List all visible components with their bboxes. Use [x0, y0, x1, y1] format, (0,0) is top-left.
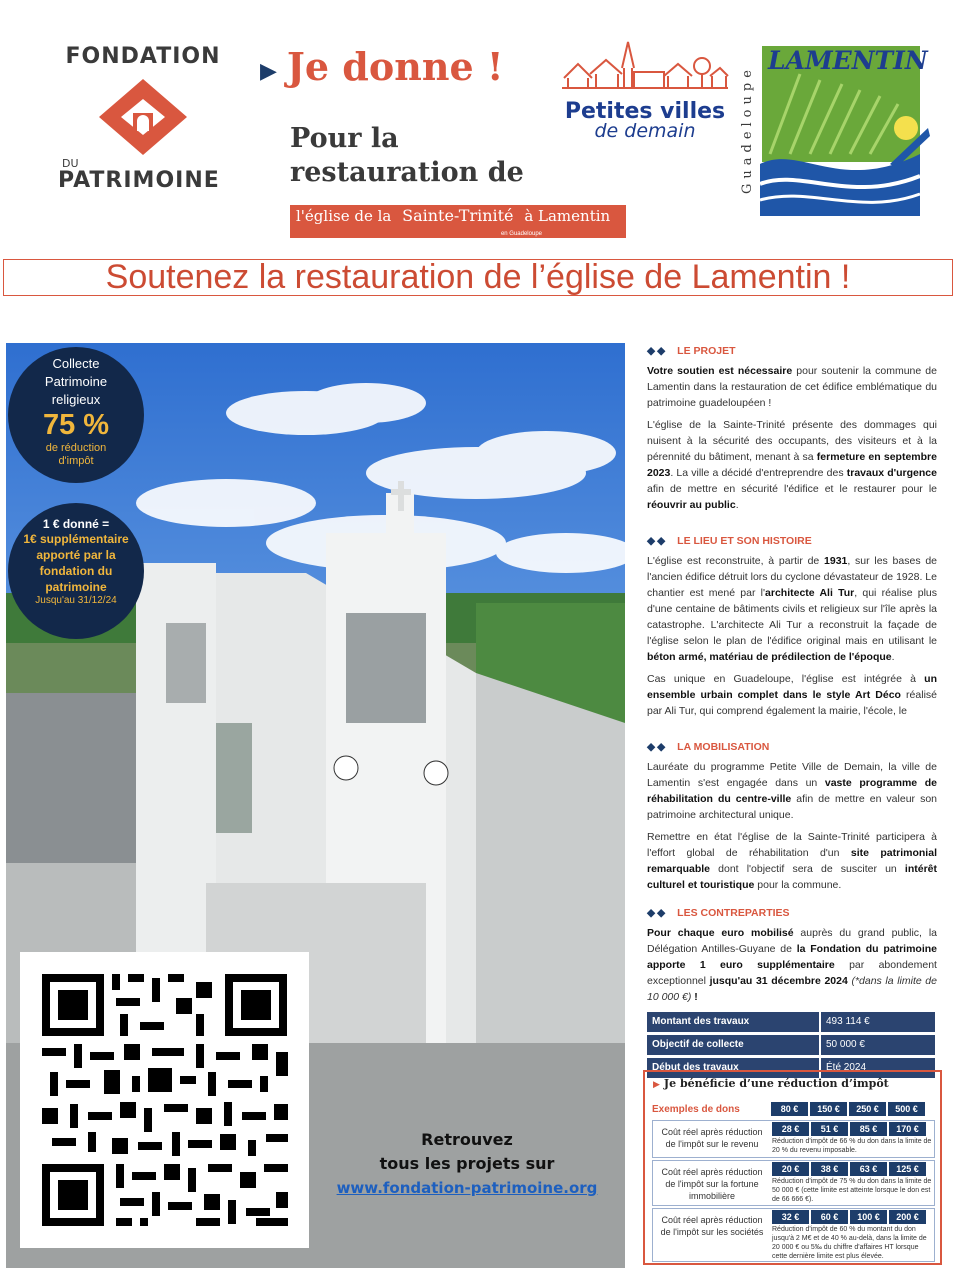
cost-chip: 28 € — [772, 1122, 809, 1136]
amount-chip: 500 € — [888, 1102, 925, 1116]
cost-chip: 125 € — [889, 1162, 926, 1176]
tax-row-note: Réduction d'impôt de 66 % du don dans la limite de 20 % du revenu imposable. — [772, 1138, 932, 1154]
figure-label: Début des travaux — [647, 1058, 819, 1078]
cost-chip: 85 € — [850, 1122, 887, 1136]
matching-badge — [8, 503, 144, 639]
town-skyline-icon — [560, 38, 730, 90]
projet-paragraph-1: Votre soutien est nécessaire pour soutenir la commune de Lamentin dans la restauration de cet édifice emblématique du patrimoine guadeloupéen ! — [647, 365, 937, 409]
cost-chip: 200 € — [889, 1210, 926, 1224]
projet-paragraph-2: L'église de la Sainte-Trinité présente des dommages qui nuisent à la sécurité des occupants, des visiteurs et à la pérennité du bâtiment, menant à sa fermeture en septembre 2023. La ville a décidé d'entreprendre des travaux d'urgence afin de mettre en sécurité l'édifice et le restaurer pour le réouvrir au public. — [647, 419, 937, 511]
cost-chip: 170 € — [889, 1122, 926, 1136]
tax-row-revenu — [652, 1120, 935, 1158]
collecte-line1: Collecte — [52, 356, 100, 371]
tax-row-values — [772, 1122, 926, 1136]
table-row — [647, 1012, 935, 1032]
section-heading-projet: ◆◆ LE PROJET — [647, 345, 736, 357]
amount-chip: 150 € — [810, 1102, 847, 1116]
donne-line3: apporté par la — [36, 548, 116, 562]
pvd-title: Petites villes — [564, 99, 726, 124]
church-name-banner — [290, 205, 626, 238]
tax-heading: ▶ Je bénéficie d’une réduction d’impôt — [653, 1077, 889, 1090]
lieu-paragraph-2: Cas unique en Guadeloupe, l'église est intégrée à un ensemble urbain complet dans le style Art Déco réalisé par Ali Tur, qui comprend également la mairie, l'école, le — [647, 673, 937, 717]
banner-part2: Sainte-Trinité — [402, 206, 514, 225]
tax-row-label: Coût réel après réduction de l'impôt sur la fortune immobilière — [661, 1167, 763, 1201]
petites-villes-logo — [556, 38, 734, 148]
reduction-line2: d'impôt — [58, 455, 94, 467]
cost-chip: 20 € — [772, 1162, 809, 1176]
retrouvez-line2: tous les projets sur — [379, 1154, 555, 1173]
figure-label: Objectif de collecte — [647, 1035, 819, 1055]
amount-chip: 250 € — [849, 1102, 886, 1116]
table-row — [647, 1035, 935, 1055]
pour-la-line1: Pour la — [290, 123, 399, 154]
figure-value: 50 000 € — [819, 1035, 935, 1055]
cost-chip: 100 € — [850, 1210, 887, 1224]
info-column — [647, 343, 937, 1081]
banner-small: en Guadeloupe — [500, 231, 542, 237]
cost-chip: 51 € — [811, 1122, 848, 1136]
triangle-right-icon: ▶ — [653, 1080, 660, 1090]
page-title: Soutenez la restauration de l’église de Lamentin ! — [3, 259, 953, 296]
lieu-paragraph-1: L'église est reconstruite, à partir de 1931, sur les bases de l'ancien édifice détruit lors du cyclone dévastateur de 1928. Le chantier est mené par l'architecte Ali Tur, qui réalise plus d'une centaine de bâtiments civils et religieux sur l'île après la catastrophe. L'architecte Ali Tur a reconstruit la façade de l'église selon le plan de l'édifice original mais en utilisant le béton armé, matériau de prédilection de l'époque. — [647, 555, 938, 663]
fdp-word-du: DU — [62, 157, 79, 170]
retrouvez-block — [312, 1128, 622, 1200]
qr-code-icon — [20, 952, 309, 1248]
donne-until: Jusqu'au 31/12/24 — [35, 595, 117, 606]
examples-label: Exemples de dons — [652, 1104, 740, 1115]
diamond-bullets-icon: ◆◆ — [647, 535, 668, 547]
donne-line2: 1€ supplémentaire — [23, 532, 129, 546]
tax-row-note: Réduction d'impôt de 60 % du montant du don jusqu'à 2 M€ et de 40 % au-delà, dans la limite de 20 000 € ou 5‰ du chiffre d'affaires HT lorsque cette dernière limite est plus élevée. — [772, 1226, 927, 1260]
collecte-line3: religieux — [51, 392, 101, 407]
section-heading-contreparties: ◆◆ LES CONTREPARTIES — [647, 907, 790, 919]
collecte-line2: Patrimoine — [44, 374, 108, 389]
mobilisation-paragraph-1: Lauréate du programme Petite Ville de Demain, la ville de Lamentin s'est engagée dans un vaste programme de réhabilitation du centre-ville afin de mettre en valeur son patrimoine architectural unique. — [647, 761, 937, 821]
tax-row-values — [772, 1210, 926, 1224]
reduction-percent: 75 % — [42, 409, 110, 441]
cost-chip: 63 € — [850, 1162, 887, 1176]
cost-chip: 38 € — [811, 1162, 848, 1176]
triangle-right-icon: ▶ — [260, 57, 277, 84]
pour-la-restauration — [290, 122, 524, 190]
diamond-bullets-icon: ◆◆ — [647, 907, 668, 919]
fdp-word-patrimoine: PATRIMOINE — [58, 168, 220, 193]
tax-row-label: Coût réel après réduction de l'impôt sur les sociétés — [660, 1215, 764, 1237]
amount-chip: 80 € — [771, 1102, 808, 1116]
diamond-bullets-icon: ◆◆ — [647, 345, 668, 357]
tax-row-note: Réduction d'impôt de 75 % du don dans la limite de 50 000 € (cette limite est atteinte lorsque le don est de 66 666 €). — [772, 1178, 932, 1203]
figure-label: Montant des travaux — [647, 1012, 819, 1032]
diamond-bullets-icon: ◆◆ — [647, 741, 668, 753]
donne-line1: 1 € donné = — [42, 517, 110, 531]
fdp-diamond-icon — [95, 77, 191, 155]
cost-chip: 60 € — [811, 1210, 848, 1224]
lamentin-name: LAMENTIN — [768, 46, 928, 75]
mobilisation-paragraph-2: Remettre en état l'église de la Sainte-Trinité participera à l'effort global de réhabilitation d'un site patrimonial remarquable dont l'objectif sera de susciter un intérêt culturel et touristique pour la commune. — [647, 831, 937, 891]
je-donne-text: Je donne ! — [286, 44, 504, 89]
tax-row-fortune — [652, 1160, 935, 1206]
fondation-patrimoine-logo — [58, 44, 228, 194]
cost-chip: 32 € — [772, 1210, 809, 1224]
reduction-line1: de réduction — [45, 442, 107, 454]
lamentin-logo — [740, 40, 932, 220]
pvd-subtitle: de demain — [594, 120, 696, 142]
tax-row-label: Coût réel après réduction de l'impôt sur le revenu — [661, 1127, 763, 1149]
guadeloupe-vertical-text: Guadeloupe — [740, 65, 755, 195]
donation-amounts — [771, 1102, 925, 1116]
section-heading-lieu: ◆◆ LE LIEU ET SON HISTOIRE — [647, 535, 812, 547]
fdp-word-fondation: FONDATION — [65, 44, 221, 69]
banner-part3: à Lamentin — [524, 207, 611, 225]
donne-line4: fondation du — [39, 564, 113, 578]
figure-value: 493 114 € — [819, 1012, 935, 1032]
pour-la-line2: restauration de — [290, 157, 524, 188]
donne-line5: patrimoine — [45, 580, 107, 594]
figure-value: Été 2024 — [819, 1058, 935, 1078]
je-donne-heading — [260, 44, 504, 89]
tax-row-societes — [652, 1208, 935, 1262]
banner-part1: l'église de la — [296, 207, 392, 225]
tax-reduction-box — [643, 1070, 942, 1265]
website-link[interactable]: www.fondation-patrimoine.org — [336, 1179, 598, 1197]
collecte-badge — [8, 347, 144, 483]
section-heading-mobilisation: ◆◆ LA MOBILISATION — [647, 741, 770, 753]
qr-code[interactable] — [20, 952, 309, 1248]
retrouvez-line1: Retrouvez — [421, 1130, 513, 1149]
contreparties-paragraph: Pour chaque euro mobilisé auprès du grand public, la Délégation Antilles-Guyane de la Fondation du patrimoine apporte 1 euro supplémentaire par abondement exceptionnel jusqu'au 31 décembre 2024 (*dans la limite de 10 000 €) ! — [647, 927, 937, 1003]
tax-row-values — [772, 1162, 926, 1176]
